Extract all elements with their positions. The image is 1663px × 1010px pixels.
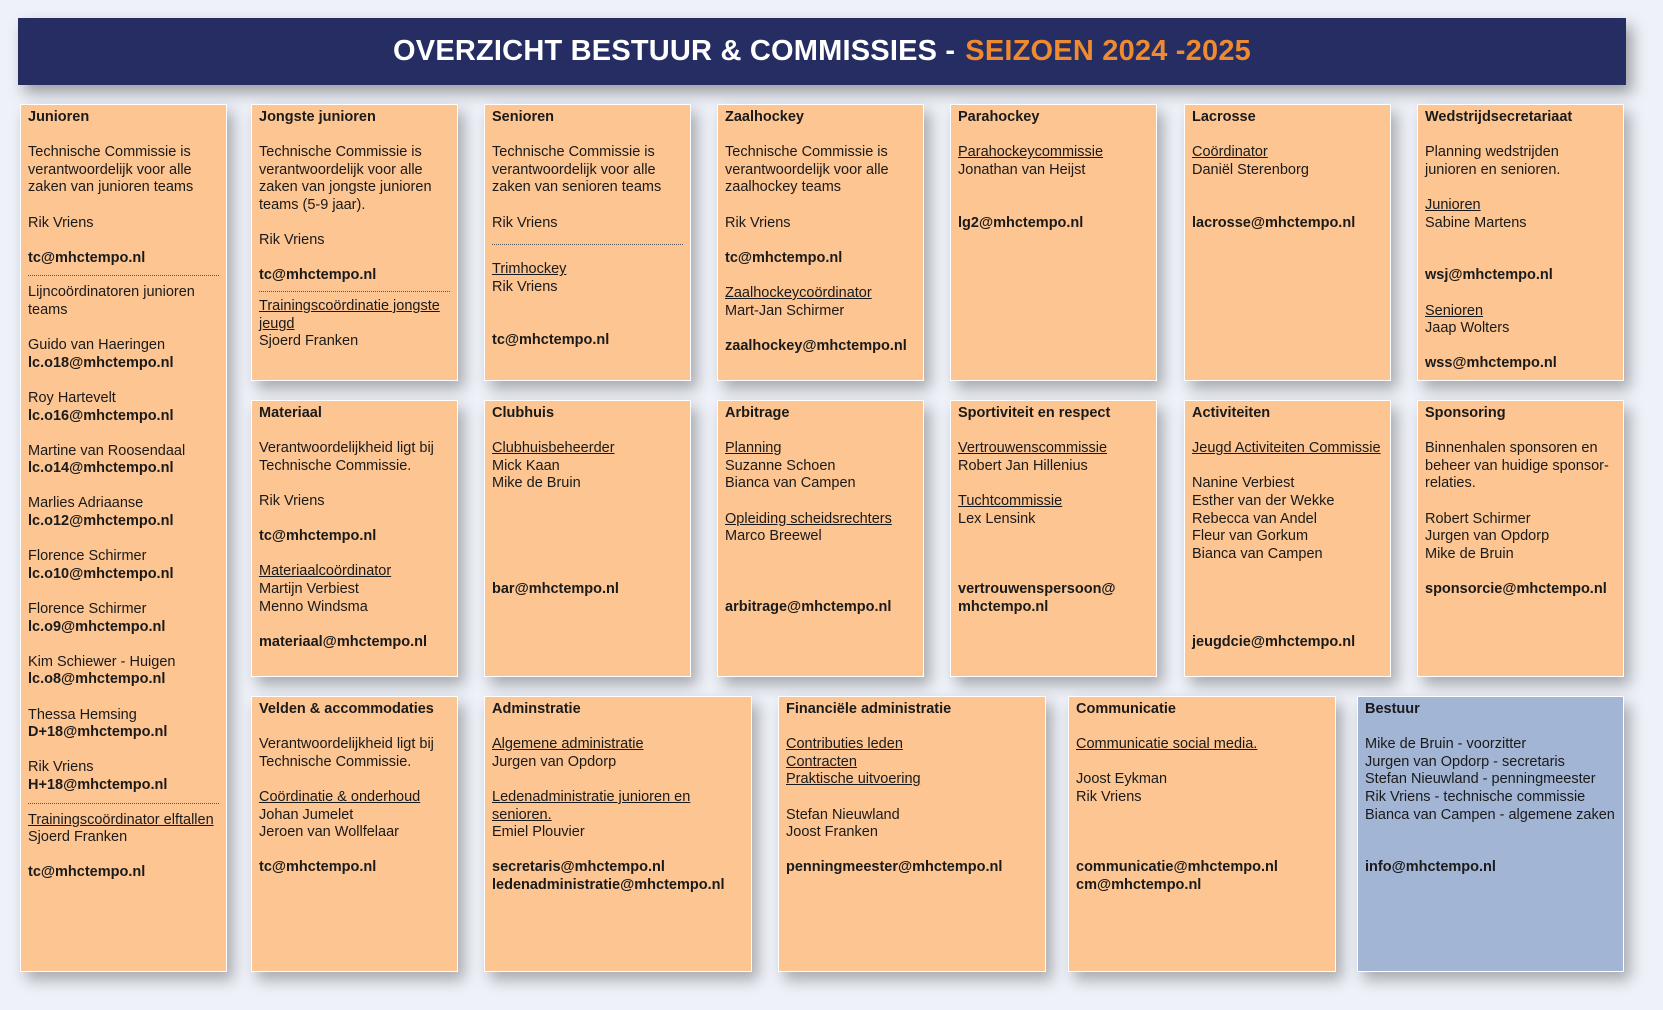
person-name: Daniël Sterenborg [1192,161,1309,178]
email-link[interactable]: info@mhctempo.nl [1365,859,1496,876]
email-link[interactable]: lc.o12@mhctempo.nl [28,513,174,530]
card-zaalhockey: Zaalhockey Technische Commissie is verantwoordelijk voor alle zaalhockey teams Rik Vriens tc@mhctempo.nl Zaalhockeycoördinator Mart-Jan Schirmer zaalhockey@mhctempo.nl [717,104,924,381]
person-name: Jaap Wolters [1425,320,1510,337]
card-title: Materiaal [259,405,322,421]
email-link[interactable]: penningmeester@mhctempo.nl [786,859,1003,876]
email-link[interactable]: tc@mhctempo.nl [28,864,146,881]
email-link[interactable]: lg2@mhctempo.nl [958,214,1084,231]
person-name: Stefan Nieuwland [786,806,900,823]
card-materiaal: Materiaal Verantwoordelijkheid ligt bij Technische Commissie. Rik Vriens tc@mhctempo.nl Materiaalcoördinator Martijn Verbiest Menno Windsma materiaal@mhctempo.nl [251,400,458,677]
board-member: Rik Vriens - technische commissie [1365,788,1586,805]
email-link[interactable]: H+18@mhctempo.nl [28,776,168,793]
role-label: jeugd [259,315,295,332]
card-title: Jongste junioren [259,109,376,125]
email-link[interactable]: ledenadministratie@mhctempo.nl [492,876,725,893]
email-link[interactable]: lacrosse@mhctempo.nl [1192,214,1356,231]
email-link[interactable]: sponsorcie@mhctempo.nl [1425,580,1607,597]
email-link[interactable]: materiaal@mhctempo.nl [259,633,428,650]
card-sponsoring: Sponsoring Binnenhalen sponsoren en beheer van huidige sponsor- relaties. Robert Schirmer Jurgen van Opdorp Mike de Bruin sponsorcie@mhctempo.nl [1417,400,1624,677]
person-name: Thessa Hemsing [28,706,137,723]
card-title: Velden & accommodaties [259,701,434,717]
email-link[interactable]: zaalhockey@mhctempo.nl [725,337,907,354]
role-label: Tuchtcommissie [958,492,1063,509]
person-name: Mart-Jan Schirmer [725,302,845,319]
email-link[interactable]: lc.o10@mhctempo.nl [28,565,174,582]
card-velden-accommodaties: Velden & accommodaties Verantwoordelijkheid ligt bij Technische Commissie. Coördinatie & onderhoud Johan Jumelet Jeroen van Wollfelaar tc@mhctempo.nl [251,696,458,972]
person-name: Rik Vriens [259,232,325,249]
person-name: Sjoerd Franken [259,333,359,350]
person-name: Mike de Bruin [1425,545,1514,562]
divider [28,803,219,804]
role-label: Junioren [1425,196,1481,213]
board-member: Mike de Bruin - voorzitter [1365,736,1527,753]
card-title: Activiteiten [1192,405,1271,421]
email-link[interactable]: secretaris@mhctempo.nl [492,859,665,876]
card-clubhuis [484,400,691,677]
card-title: Arbitrage [725,405,790,421]
person-name: Rik Vriens [725,214,791,231]
email-link[interactable]: lc.o14@mhctempo.nl [28,460,174,477]
person-name: Joost Franken [786,824,878,841]
email-link[interactable]: tc@mhctempo.nl [259,267,377,284]
email-link[interactable]: tc@mhctempo.nl [492,331,610,348]
person-name: Johan Jumelet [259,806,354,823]
season-label: SEIZOEN 2024 -2025 [965,35,1251,67]
email-link[interactable]: lc.o16@mhctempo.nl [28,407,174,424]
email-link[interactable]: vertrouwenspersoon@ [958,580,1116,597]
card-title: Lacrosse [1192,109,1256,125]
card-activiteiten [1184,400,1391,677]
role-label: Opleiding scheidsrechters [725,510,892,527]
person-name: Menno Windsma [259,598,368,615]
person-name: Jurgen van Opdorp [492,753,617,770]
card-bestuur [1357,696,1624,972]
person-name: Kim Schiewer - Huigen [28,653,176,670]
person-name: Sabine Martens [1425,214,1527,231]
card-title: Sponsoring [1425,405,1506,421]
card-title: Bestuur [1365,701,1420,717]
person-name: Emiel Plouvier [492,824,585,841]
person-name: Bianca van Campen [725,475,856,492]
email-link[interactable]: communicatie@mhctempo.nl [1076,859,1278,876]
role-label: Planning [725,440,782,457]
role-label: Contracten [786,753,857,770]
person-name: Martijn Verbiest [259,580,359,597]
card-sportiviteit [950,400,1157,677]
card-jongste-junioren: Jongste junioren Technische Commissie is verantwoordelijk voor alle zaken van jongste junioren teams (5-9 jaar). Rik Vriens tc@mhctempo.nl Trainingscoördinatie jongste jeugd Sjoerd Franken [251,104,458,381]
role-label: Algemene administratie [492,736,644,753]
card-title: Financiële administratie [786,701,952,717]
person-name: Suzanne Schoen [725,457,836,474]
card-title: Communicatie [1076,701,1176,717]
email-link[interactable]: mhctempo.nl [958,598,1049,615]
role-label: Praktische uitvoering [786,771,921,788]
person-name: Joost Eykman [1076,771,1168,788]
card-title: Parahockey [958,109,1040,125]
email-link[interactable]: arbitrage@mhctempo.nl [725,598,892,615]
card-communicatie [1068,696,1336,972]
divider [28,275,219,276]
person-name: Guido van Haeringen [28,337,166,354]
email-link[interactable]: tc@mhctempo.nl [259,528,377,545]
person-name: Rik Vriens [492,214,558,231]
person-name: Esther van der Wekke [1192,492,1335,509]
board-member: Bianca van Campen - algemene zaken [1365,806,1615,823]
card-arbitrage [717,400,924,677]
person-name: Jurgen van Opdorp [1425,528,1550,545]
email-link[interactable]: lc.o18@mhctempo.nl [28,354,174,371]
person-name: Rik Vriens [1076,788,1142,805]
email-link[interactable]: cm@mhctempo.nl [1076,876,1202,893]
person-name: Rik Vriens [28,214,94,231]
role-label: Contributies leden [786,736,903,753]
role-label: Parahockeycommissie [958,144,1104,161]
card-lacrosse [1184,104,1391,381]
role-label: Jeugd Activiteiten Commissie [1192,440,1381,457]
email-link[interactable]: jeugdcie@mhctempo.nl [1192,633,1356,650]
person-name: Sjoerd Franken [28,829,128,846]
divider [492,244,683,245]
person-name: Rik Vriens [492,278,558,295]
person-name: Marco Breewel [725,528,822,545]
person-name: Florence Schirmer [28,601,147,618]
email-link[interactable]: D+18@mhctempo.nl [28,724,168,741]
person-name: Jonathan van Heijst [958,161,1086,178]
role-label: Zaalhockeycoördinator [725,284,872,301]
page-header [18,18,1626,85]
email-link[interactable]: tc@mhctempo.nl [725,249,843,266]
card-title: Zaalhockey [725,109,804,125]
role-label: Trainingscoördinator elftallen [28,811,214,828]
card-title: Wedstrijdsecretariaat [1425,109,1573,125]
person-name: Nanine Verbiest [1192,475,1295,492]
role-label: Trimhockey [492,261,567,278]
board-member: Stefan Nieuwland - penningmeester [1365,771,1596,788]
card-title: Clubhuis [492,405,555,421]
card-financiele-administratie [778,696,1046,972]
email-link[interactable]: wss@mhctempo.nl [1425,355,1557,372]
person-name: Roy Hartevelt [28,389,116,406]
role-label: Ledenadministratie junioren en [492,788,691,805]
person-name: Mike de Bruin [492,475,581,492]
person-name: Bianca van Campen [1192,545,1323,562]
role-label: senioren. [492,806,552,823]
person-name: Florence Schirmer [28,548,147,565]
person-name: Mick Kaan [492,457,560,474]
person-name: Marlies Adriaanse [28,495,144,512]
card-title: Senioren [492,109,555,125]
page-title: OVERZICHT BESTUUR & COMMISSIES - [393,35,956,67]
person-name: Robert Schirmer [1425,510,1531,527]
person-name: Rebecca van Andel [1192,510,1317,527]
role-label: Senioren [1425,302,1484,319]
email-link[interactable]: lc.o9@mhctempo.nl [28,618,166,635]
card-junioren: Junioren Technische Commissie is verantwoordelijk voor alle zaken van junioren teams Rik Vriens tc@mhctempo.nl Lijncoördinatoren junioren teams Guido van Haeringen lc.o18@mhctempo.nl Roy Hartevelt lc.o16@mhctempo.nl Martine van Roosendaal lc.o14@mhctempo.nl Marlies Adriaanse lc.o12@mhctempo.nl Florence Schirmer lc.o10@mhctempo.nl Florence Schirmer lc.o9@mhctempo.nl Kim Schiewer - Huigen lc.o8@mhctempo.nl Thessa Hemsing D+18@mhctempo.nl Rik Vriens H+18@mhctempo.nl Trainingscoördinator elftallen Sjoerd Franken tc@mhctempo.nl [20,104,227,972]
person-name: Rik Vriens [259,492,325,509]
email-link[interactable]: wsj@mhctempo.nl [1425,267,1553,284]
divider [259,291,450,292]
role-label: Coördinatie & onderhoud [259,788,421,805]
email-link[interactable]: lc.o8@mhctempo.nl [28,671,166,688]
card-title: Sportiviteit en respect [958,405,1111,421]
role-label: Vertrouwenscommissie [958,440,1108,457]
email-link[interactable]: tc@mhctempo.nl [28,249,146,266]
card-senioren: Senioren Technische Commissie is verantwoordelijk voor alle zaken van senioren teams Rik Vriens Trimhockey Rik Vriens tc@mhctempo.nl [484,104,691,381]
card-administratie [484,696,752,972]
email-link[interactable]: bar@mhctempo.nl [492,580,619,597]
role-label: Coördinator [1192,144,1268,161]
card-parahockey [950,104,1157,381]
board-member: Jurgen van Opdorp - secretaris [1365,753,1565,770]
card-wedstrijdsecretariaat: Wedstrijdsecretariaat Planning wedstrijden junioren en senioren. Junioren Sabine Martens wsj@mhctempo.nl Senioren Jaap Wolters wss@mhctempo.nl [1417,104,1624,381]
card-title: Junioren [28,109,90,125]
email-link[interactable]: tc@mhctempo.nl [259,859,377,876]
role-label: Clubhuisbeheerder [492,440,615,457]
person-name: Martine van Roosendaal [28,442,186,459]
role-label: Communicatie social media. [1076,736,1258,753]
role-label: Materiaalcoördinator [259,563,392,580]
person-name: Rik Vriens [28,759,94,776]
person-name: Fleur van Gorkum [1192,528,1309,545]
person-name: Lex Lensink [958,510,1036,527]
person-name: Jeroen van Wollfelaar [259,824,399,841]
card-title: Adminstratie [492,701,581,717]
person-name: Robert Jan Hillenius [958,457,1088,474]
role-label: Trainingscoördinatie jongste [259,297,440,314]
